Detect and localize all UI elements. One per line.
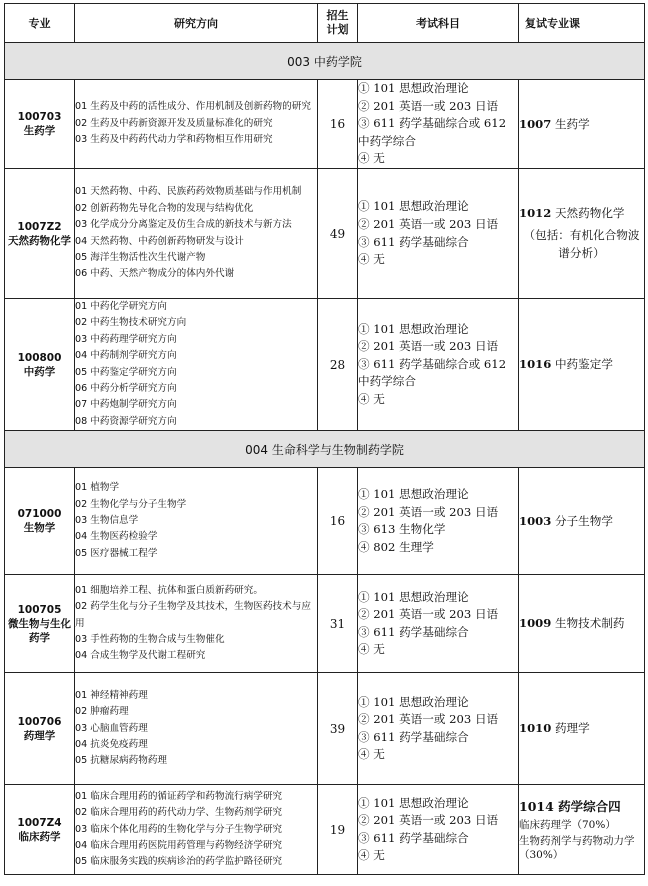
header-quota-line1: 招生 (326, 9, 349, 22)
direction-item: 06 中药、天然产物成分的体内外代谢 (75, 268, 235, 280)
major-code: 100706 (17, 715, 62, 728)
table-row (5, 169, 645, 299)
direction-item: 03 中药药理学研究方向 (75, 333, 177, 345)
direction-item: 02 药学生化与分子生物学及其技术，生物医药技术与应用 (75, 601, 311, 629)
exam-item: ③ 611 药学基础综合 (358, 624, 469, 639)
directions-cell (75, 169, 318, 299)
exam-item: ② 201 英语一或 203 日语 (358, 216, 499, 231)
direction-item: 04 临床合理用药医院用药管理与药物经济学研究 (75, 839, 283, 851)
table-row (5, 575, 645, 673)
major-code: 1007Z4 (17, 816, 62, 829)
direction-item: 01 植物学 (75, 482, 120, 494)
major-cell (5, 575, 75, 673)
header-direction: 研究方向 (75, 4, 318, 43)
exam-item: ③ 611 药学基础综合或 612 中药学综合 (358, 116, 507, 148)
exam-item: ② 201 英语一或 203 日语 (358, 607, 499, 622)
exam-item: ③ 611 药学基础综合 (358, 830, 469, 845)
retest-note: （包括：有机化合物波谱分析） (523, 228, 640, 260)
direction-item: 03 心脑血管药理 (75, 722, 148, 734)
direction-item: 05 临床服务实践的疾病诊治的药学监护路径研究 (75, 856, 283, 868)
direction-item: 01 细胞培养工程、抗体和蛋白质新药研究。 (75, 584, 263, 596)
exam-item: ④ 无 (358, 848, 385, 863)
major-cell (5, 169, 75, 299)
direction-item: 03 生物信息学 (75, 515, 139, 527)
major-cell (5, 468, 75, 575)
retest-code: 1012 (519, 206, 552, 220)
retest-code: 1007 (519, 116, 552, 131)
major-code: 071000 (17, 508, 62, 521)
exam-cell (358, 575, 519, 673)
directions-cell (75, 468, 318, 575)
retest-code: 1009 (519, 616, 552, 631)
quota-cell: 16 (318, 468, 358, 575)
table-row (5, 468, 645, 575)
direction-item: 07 中药炮制学研究方向 (75, 399, 177, 411)
direction-item: 03 化学成分分离鉴定及仿生合成的新技术与新方法 (75, 219, 292, 231)
quota-cell: 16 (318, 80, 358, 169)
table-row (5, 299, 645, 431)
header-exam: 考试科目 (358, 4, 519, 43)
direction-item: 05 中药鉴定学研究方向 (75, 366, 177, 378)
direction-item: 04 中药制剂学研究方向 (75, 350, 177, 362)
retest-name: 天然药物化学 (551, 206, 625, 220)
exam-item: ④ 无 (358, 747, 385, 762)
major-name: 中药学 (23, 365, 56, 378)
retest-code: 1003 (519, 513, 552, 528)
enrollment-table (4, 3, 645, 875)
exam-cell (358, 169, 519, 299)
retest-name: 生药学 (551, 116, 590, 131)
direction-item: 03 临床个体化用药的生物化学与分子生物学研究 (75, 823, 283, 835)
exam-item: ④ 无 (358, 252, 385, 267)
major-name: 生物学 (23, 522, 56, 535)
direction-item: 01 生药及中药的活性成分、作用机制及创新药物的研究 (75, 101, 311, 113)
direction-item: 04 抗炎免疫药理 (75, 738, 148, 750)
exam-item: ① 101 思想政治理论 (358, 81, 469, 96)
college-name: 003 中药学院 (5, 43, 645, 80)
retest-cell (519, 785, 645, 875)
exam-item: ② 201 英语一或 203 日语 (358, 712, 499, 727)
retest-cell (519, 575, 645, 673)
major-code: 100705 (17, 603, 62, 616)
direction-item: 04 生物医药检验学 (75, 531, 158, 543)
college-row-004 (5, 431, 645, 468)
major-code: 100800 (17, 351, 62, 364)
direction-item: 02 创新药物先导化合物的发现与结构优化 (75, 202, 254, 214)
exam-item: ① 101 思想政治理论 (358, 199, 469, 214)
retest-name: 药理学 (551, 721, 590, 736)
exam-item: ④ 无 (358, 392, 385, 407)
retest-code: 1014 (519, 798, 554, 814)
retest-name: 分子生物学 (551, 513, 613, 528)
major-name: 微生物与生化药学 (8, 617, 71, 644)
major-name: 临床药学 (18, 830, 61, 843)
exam-cell (358, 80, 519, 169)
major-name: 生药学 (23, 125, 56, 137)
header-row (5, 4, 645, 43)
directions-cell (75, 80, 318, 169)
direction-item: 08 中药资源学研究方向 (75, 415, 177, 427)
exam-item: ① 101 思想政治理论 (358, 589, 469, 604)
college-row-003 (5, 43, 645, 80)
quota-cell: 31 (318, 575, 358, 673)
retest-code: 1010 (519, 721, 552, 736)
exam-item: ① 101 思想政治理论 (358, 487, 469, 502)
direction-item: 02 生物化学与分子生物学 (75, 498, 187, 510)
exam-item: ③ 611 药学基础综合 (358, 729, 469, 744)
exam-item: ② 201 英语一或 203 日语 (358, 339, 499, 354)
direction-item: 02 生药及中药新资源开发及质量标准化的研究 (75, 117, 273, 129)
exam-item: ① 101 思想政治理论 (358, 795, 469, 810)
quota-cell: 19 (318, 785, 358, 875)
major-cell (5, 299, 75, 431)
exam-item: ④ 无 (358, 642, 385, 657)
header-retest: 复试专业课 (519, 4, 645, 43)
retest-cell (519, 80, 645, 169)
exam-item: ③ 611 药学基础综合或 612 中药学综合 (358, 356, 507, 389)
exam-item: ④ 无 (358, 151, 385, 166)
exam-cell (358, 468, 519, 575)
header-major: 专业 (5, 4, 75, 43)
major-cell (5, 673, 75, 785)
major-name: 天然药物化学 (8, 234, 71, 247)
direction-item: 01 中药化学研究方向 (75, 301, 168, 312)
retest-sub: 生物药剂学与药物动力学（30%） (519, 834, 635, 861)
retest-name: 生物技术制药 (551, 616, 625, 631)
college-name: 004 生命科学与生物制药学院 (5, 431, 645, 468)
table-row (5, 785, 645, 875)
major-cell (5, 80, 75, 169)
retest-code: 1016 (519, 357, 552, 372)
header-quota-line2: 计划 (326, 23, 349, 36)
direction-item: 04 天然药物、中药创新药物研发与设计 (75, 235, 244, 247)
header-quota (318, 4, 358, 43)
table-row (5, 80, 645, 169)
quota-cell: 39 (318, 673, 358, 785)
exam-item: ③ 611 药学基础综合 (358, 234, 469, 249)
exam-item: ① 101 思想政治理论 (358, 321, 469, 336)
direction-item: 02 肿瘤药理 (75, 706, 129, 718)
retest-name: 中药鉴定学 (551, 357, 613, 372)
retest-cell (519, 169, 645, 299)
direction-item: 03 手性药物的生物合成与生物催化 (75, 633, 225, 645)
retest-cell (519, 299, 645, 431)
exam-item: ② 201 英语一或 203 日语 (358, 813, 499, 828)
major-cell (5, 785, 75, 875)
direction-item: 05 抗糖尿病药物药理 (75, 755, 168, 767)
directions-cell (75, 785, 318, 875)
exam-cell (358, 673, 519, 785)
major-code: 1007Z2 (17, 220, 62, 233)
direction-item: 04 合成生物学及代谢工程研究 (75, 650, 206, 662)
table-row (5, 673, 645, 785)
quota-cell: 49 (318, 169, 358, 299)
direction-item: 05 海洋生物活性次生代谢产物 (75, 251, 206, 263)
directions-cell (75, 575, 318, 673)
retest-name: 药学综合四 (553, 798, 621, 814)
exam-cell (358, 785, 519, 875)
direction-item: 02 临床合理用药的药代动力学、生物药剂学研究 (75, 807, 283, 819)
direction-item: 06 中药分析学研究方向 (75, 383, 177, 395)
direction-item: 01 天然药物、中药、民族药药效物质基础与作用机制 (75, 186, 302, 198)
retest-sub: 临床药理学（70%） (519, 818, 616, 831)
directions-cell (75, 673, 318, 785)
major-name: 药理学 (23, 729, 56, 742)
exam-item: ④ 802 生理学 (358, 539, 434, 554)
retest-cell (519, 468, 645, 575)
direction-item: 02 中药生物技术研究方向 (75, 317, 187, 329)
major-code: 100703 (17, 111, 62, 123)
exam-cell (358, 299, 519, 431)
retest-cell (519, 673, 645, 785)
directions-cell (75, 299, 318, 431)
exam-item: ③ 613 生物化学 (358, 522, 446, 537)
direction-item: 01 神经精神药理 (75, 689, 148, 701)
exam-item: ② 201 英语一或 203 日语 (358, 98, 499, 113)
exam-item: ② 201 英语一或 203 日语 (358, 504, 499, 519)
quota-cell: 28 (318, 299, 358, 431)
exam-item: ① 101 思想政治理论 (358, 694, 469, 709)
direction-item: 05 医疗器械工程学 (75, 547, 158, 559)
direction-item: 03 生药及中药药代动力学和药物相互作用研究 (75, 134, 273, 146)
direction-item: 01 临床合理用药的循证药学和药物流行病学研究 (75, 790, 283, 802)
